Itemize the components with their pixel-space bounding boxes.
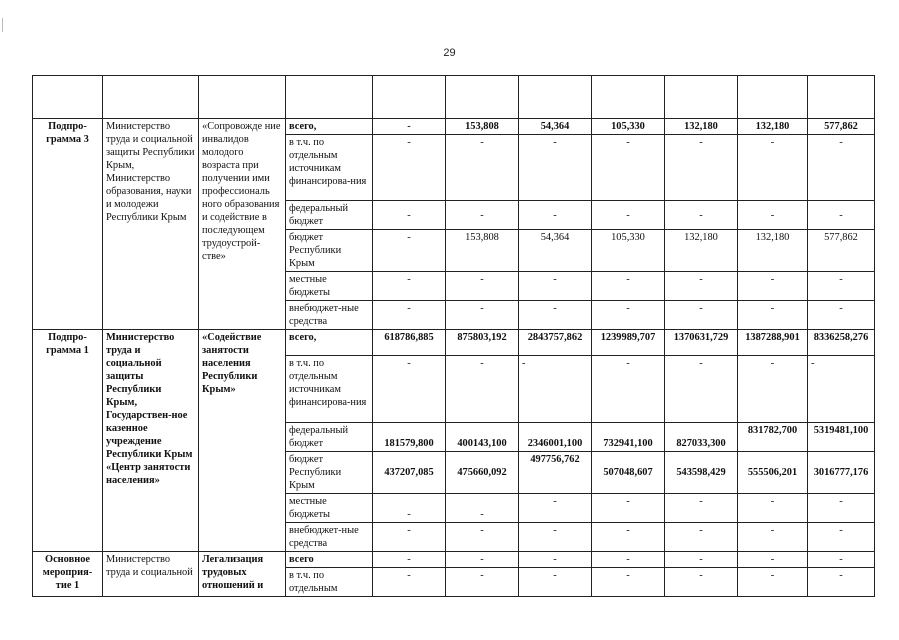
value-cell: - [446,356,519,423]
value-cell: - [738,552,808,568]
source-label: в т.ч. по отдельным источникам финансирова-ния [286,135,373,201]
value-cell: - [665,568,738,597]
value-cell: - [808,568,875,597]
value-cell: 577,862 [808,119,875,135]
value-cell: - [808,301,875,330]
value-cell: 618786,885 [373,330,446,356]
value-cell: - [738,135,808,201]
value-cell: 132,180 [665,119,738,135]
source-label: местные бюджеты [286,494,373,523]
value-cell: 105,330 [592,119,665,135]
source-label: внебюджет-ные средства [286,523,373,552]
value-cell: - [446,568,519,597]
value-cell: - [808,552,875,568]
value-cell: - [519,568,592,597]
value-cell: - [373,135,446,201]
value-cell: - [808,201,875,230]
value-cell: 132,180 [738,119,808,135]
value-cell: - [592,301,665,330]
value-cell: 732941,100 [592,423,665,452]
value-cell: - [592,201,665,230]
value-cell: 1387288,901 [738,330,808,356]
value-cell: - [665,272,738,301]
title-cell: «Сопровожде ние инвалидов молодого возраста при получении ими профессиональ ного образования и содействие в последующем трудоустрой-стве» [199,119,286,330]
value-cell: - [519,356,592,423]
value-cell: 875803,192 [446,330,519,356]
value-cell: 105,330 [592,230,665,272]
page-number: 29 [443,47,456,59]
value-cell: - [738,356,808,423]
executor-cell: Министерство труда и социальной [103,552,199,597]
value-cell: - [446,523,519,552]
value-cell: - [665,301,738,330]
value-cell: - [808,494,875,523]
source-label: местные бюджеты [286,272,373,301]
value-cell: - [738,201,808,230]
value-cell: 2346001,100 [519,423,592,452]
value-cell: - [519,135,592,201]
value-cell: 543598,429 [665,452,738,494]
value-cell: - [446,552,519,568]
value-cell: - [665,552,738,568]
value-cell: - [519,201,592,230]
value-cell: - [808,523,875,552]
source-label: федеральный бюджет [286,201,373,230]
value-cell: 8336258,276 [808,330,875,356]
title-cell: «Содействие занятости населения Республики Крым» [199,330,286,552]
value-cell: - [519,552,592,568]
value-cell: - [446,301,519,330]
value-cell: - [373,119,446,135]
value-cell: 437207,085 [373,452,446,494]
value-cell: 54,364 [519,119,592,135]
value-cell: 400143,100 [446,423,519,452]
executor-cell: Министерство труда и социальной защиты Республики Крым, Государствен-ное казенное учреждение Республики Крым «Центр занятости населения» [103,330,199,552]
value-cell: 132,180 [665,230,738,272]
value-cell: 577,862 [808,230,875,272]
value-cell: - [665,201,738,230]
value-cell: - [373,552,446,568]
source-label: в т.ч. по отдельным источникам финансирова-ния [286,356,373,423]
title-cell: Легализация трудовых отношений и [199,552,286,597]
value-cell: 555506,201 [738,452,808,494]
value-cell: - [519,523,592,552]
value-cell: - [738,568,808,597]
value-cell: 2843757,862 [519,330,592,356]
value-cell: - [373,568,446,597]
source-label: внебюджет-ные средства [286,301,373,330]
source-label: в т.ч. по отдельным [286,568,373,597]
source-label: всего, [286,119,373,135]
value-cell: - [738,494,808,523]
value-cell: - [592,494,665,523]
value-cell: - [738,301,808,330]
program-cell: Подпро-грамма 1 [33,330,103,552]
value-cell: - [519,301,592,330]
value-cell: - [373,494,446,523]
value-cell: 132,180 [738,230,808,272]
value-cell: - [446,201,519,230]
value-cell: 153,808 [446,119,519,135]
value-cell: 3016777,176 [808,452,875,494]
margin-mark [2,18,3,32]
table-row [33,119,875,135]
value-cell: - [373,230,446,272]
value-cell: 497756,762 [519,452,592,494]
value-cell: 475660,092 [446,452,519,494]
value-cell: - [665,494,738,523]
value-cell: - [373,523,446,552]
program-cell: Основное мероприя-тие 1 [33,552,103,597]
value-cell: 153,808 [446,230,519,272]
value-cell: - [373,272,446,301]
value-cell: - [519,272,592,301]
value-cell: - [373,301,446,330]
value-cell: - [373,356,446,423]
value-cell: - [373,201,446,230]
source-label: бюджет Республики Крым [286,230,373,272]
value-cell: - [592,552,665,568]
source-label: федеральный бюджет [286,423,373,452]
executor-cell: Министерство труда и социальной защиты Республики Крым, Министерство образования, науки и молодежи Республики Крым [103,119,199,330]
value-cell: 5319481,100 [808,423,875,452]
value-cell: - [592,356,665,423]
value-cell: - [592,568,665,597]
value-cell: - [592,135,665,201]
budget-table [32,75,875,597]
value-cell: - [592,272,665,301]
value-cell: - [738,523,808,552]
value-cell: - [665,523,738,552]
value-cell: - [738,272,808,301]
value-cell: - [808,272,875,301]
table-row [33,552,875,568]
program-cell: Подпро-грамма 3 [33,119,103,330]
value-cell: 507048,607 [592,452,665,494]
empty-header-row [33,76,875,119]
source-label: бюджет Республики Крым [286,452,373,494]
value-cell: 1370631,729 [665,330,738,356]
value-cell: - [519,494,592,523]
value-cell: 831782,700 [738,423,808,452]
value-cell: - [592,523,665,552]
source-label: всего, [286,330,373,356]
value-cell: - [665,135,738,201]
value-cell: 54,364 [519,230,592,272]
table-row [33,330,875,356]
value-cell: - [665,356,738,423]
value-cell: 181579,800 [373,423,446,452]
value-cell: - [808,135,875,201]
value-cell: - [808,356,875,423]
value-cell: - [446,494,519,523]
value-cell: 1239989,707 [592,330,665,356]
value-cell: 827033,300 [665,423,738,452]
source-label: всего [286,552,373,568]
value-cell: - [446,135,519,201]
value-cell: - [446,272,519,301]
